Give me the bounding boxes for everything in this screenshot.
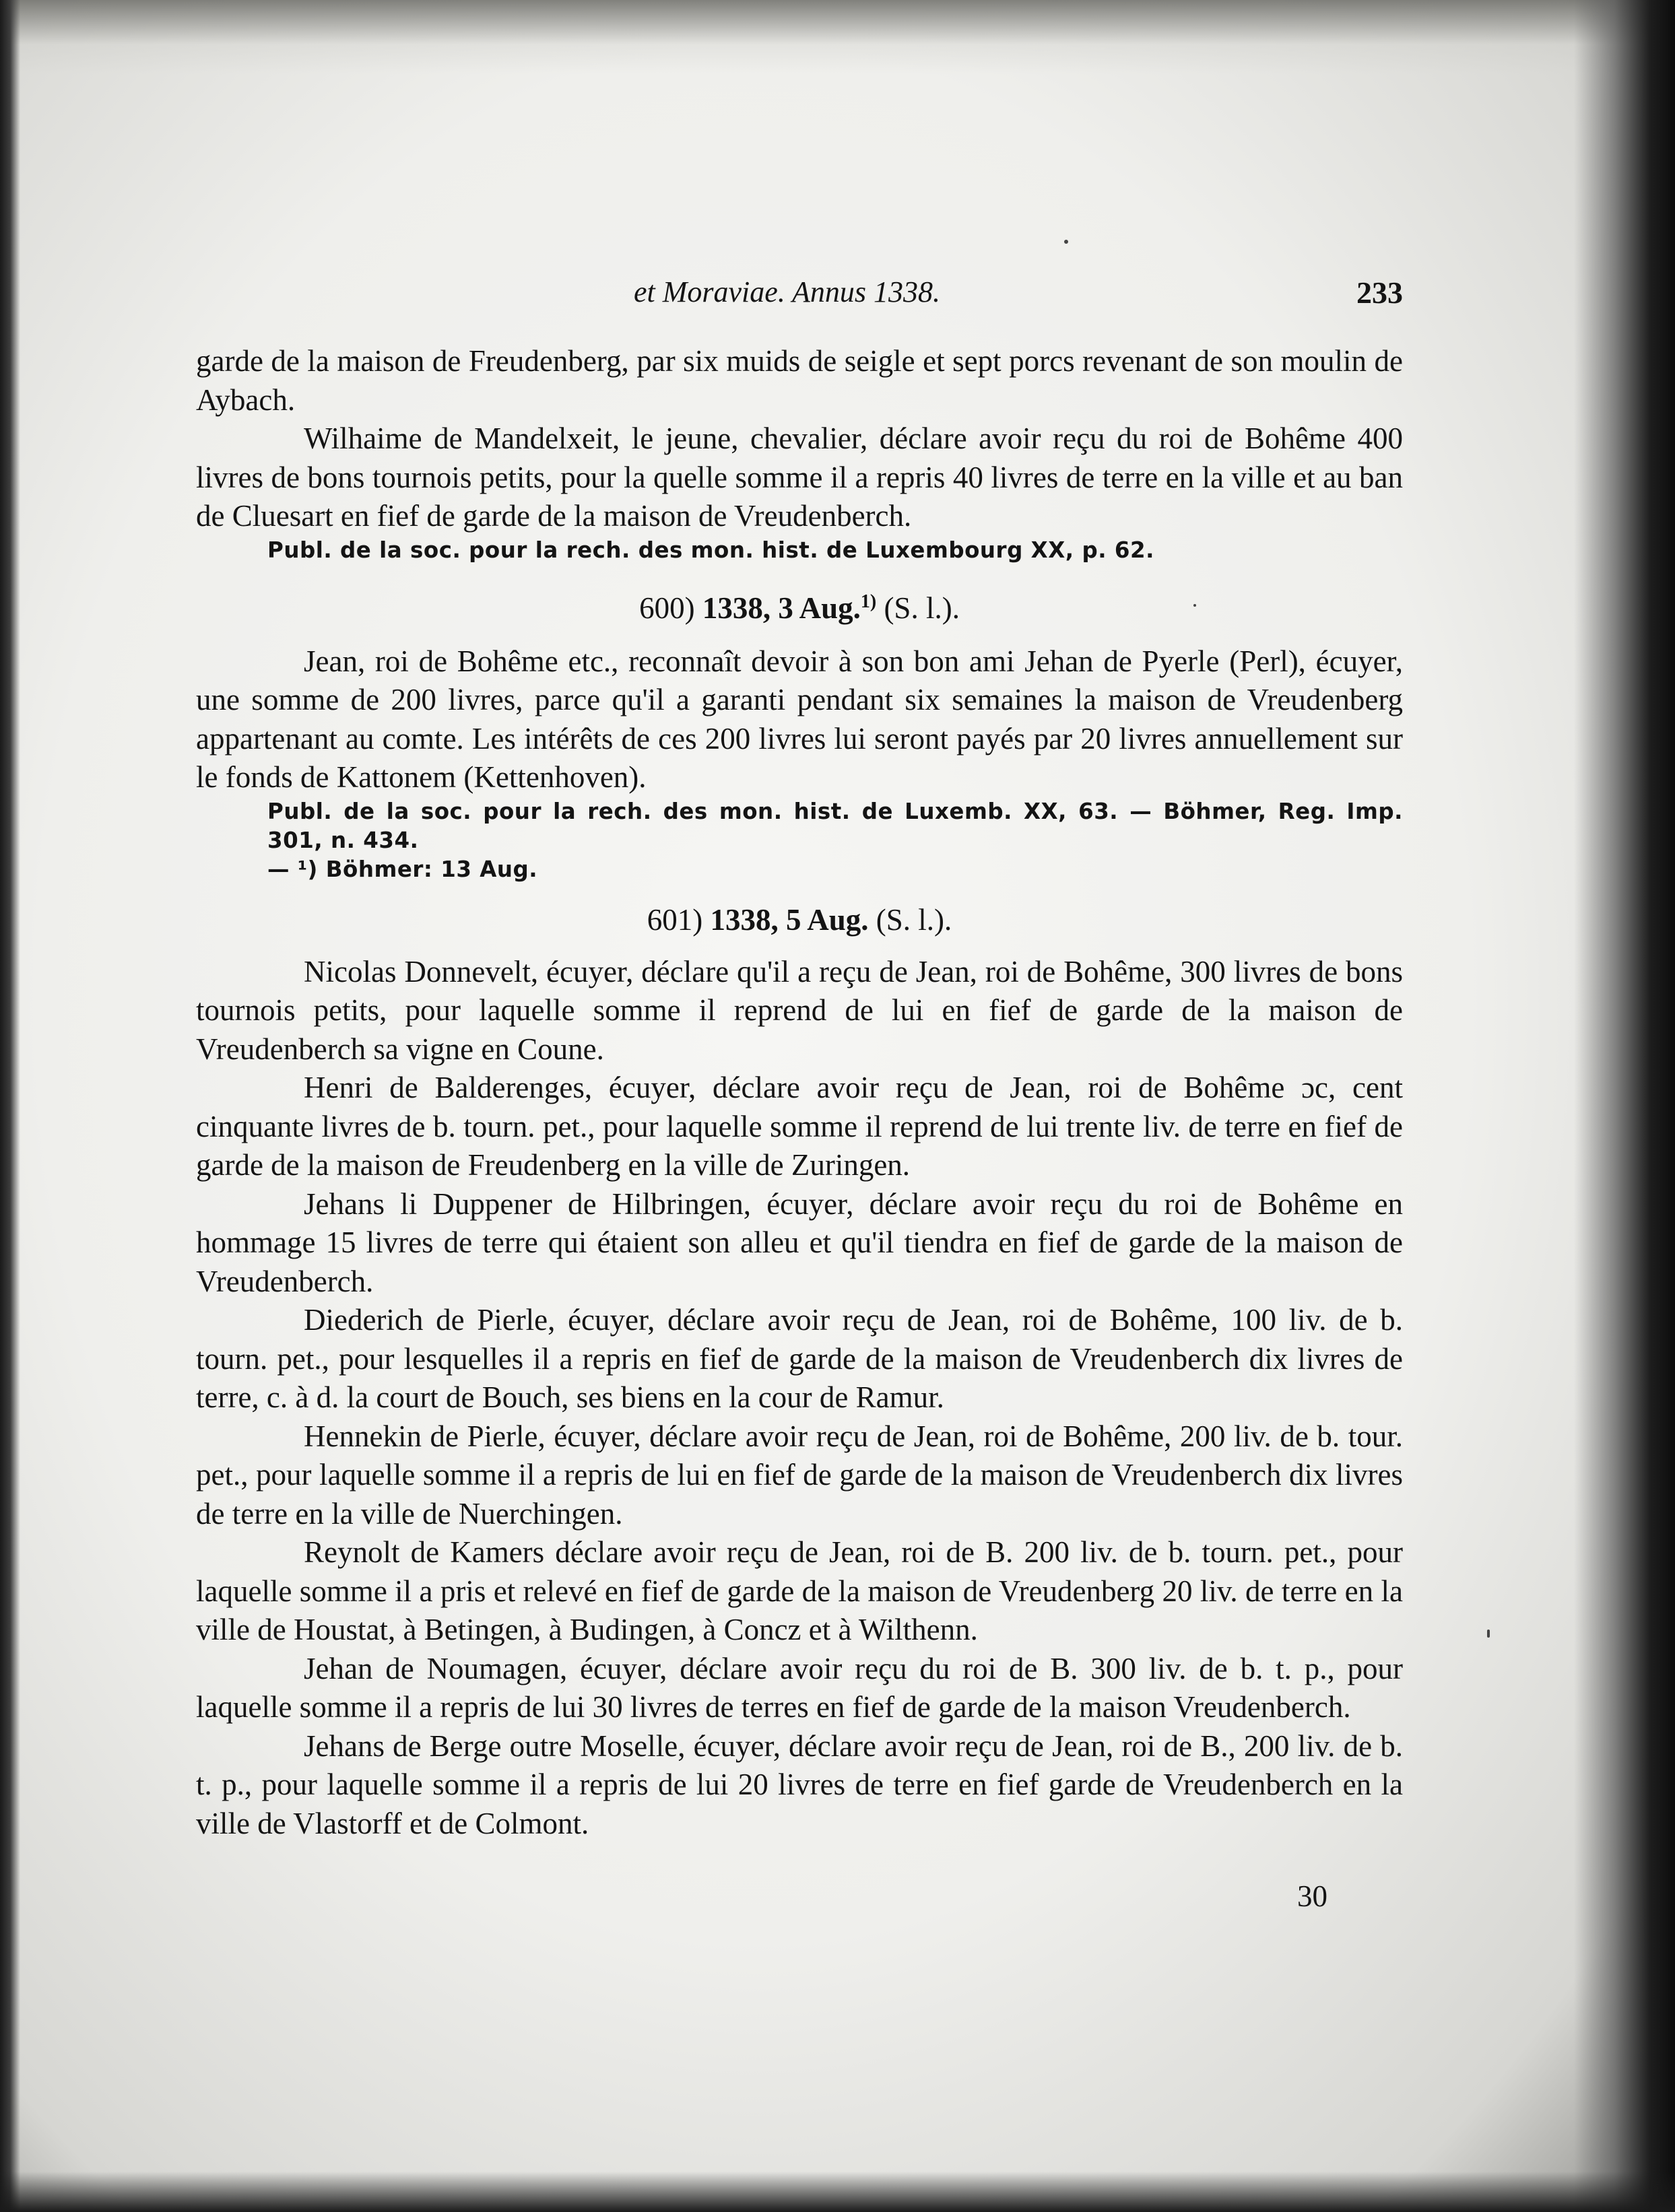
scan-edge-left bbox=[0, 0, 20, 2212]
entry-place: (S. l.). bbox=[876, 902, 952, 937]
citation: Publ. de la soc. pour la rech. des mon. hist. de Luxembourg XX, p. 62. bbox=[267, 537, 1154, 563]
entry-heading-601 bbox=[196, 900, 1403, 939]
paragraph: Henri de Balderenges, écuyer, déclare avoir reçu de Jean, roi de Bohême ɔc, cent cinquante livres de b. tourn. pet., pour laquelle somme il reprend de lui trente liv. de terre en fief de garde de la maison de Freudenberg en la ville de Zuringen. bbox=[196, 1071, 1403, 1182]
page-number: 233 bbox=[1356, 275, 1403, 310]
signature-mark: 30 bbox=[1297, 1879, 1327, 1913]
entry-heading-600 bbox=[196, 582, 1403, 628]
body-text bbox=[196, 342, 1403, 1843]
paragraph: Hennekin de Pierle, écuyer, déclare avoir reçu de Jean, roi de Bohême, 200 liv. de b. tour. pet., pour laquelle somme il a repris de lui en fief de garde de la maison de Vreudenberch dix livres de terre en la ville de Nuerchingen. bbox=[196, 1419, 1403, 1531]
paragraph: Jehans de Berge outre Moselle, écuyer, déclare avoir reçu de Jean, roi de B., 200 liv. de b. t. p., pour laquelle somme il a repris de lui 20 livres de terre en fief garde de Vreudenberch en la ville de Vlastorff et de Colmont. bbox=[196, 1729, 1403, 1840]
paragraph: Jehans li Duppener de Hilbringen, écuyer, déclare avoir reçu du roi de Bohême en hommage 15 livres de terre qui étaient son alleu et qu'il tiendra en fief de garde de la maison de Vreudenberch. bbox=[196, 1186, 1403, 1298]
paragraph: Diederich de Pierle, écuyer, déclare avoir reçu de Jean, roi de Bohême, 100 liv. de b. tourn. pet., pour lesquelles il a repris en fief de garde de la maison de Vreudenberch dix livres de terre, c. à d. la court de Bouch, ses biens en la cour de Ramur. bbox=[196, 1303, 1403, 1414]
scan-edge-right bbox=[1574, 0, 1675, 2212]
scan-shadow-top bbox=[0, 0, 1675, 74]
dust-speck bbox=[1064, 240, 1068, 244]
dust-speck bbox=[1487, 1630, 1490, 1638]
entry-number: 600) bbox=[639, 591, 695, 625]
paragraph: Wilhaime de Mandelxeit, le jeune, chevalier, déclare avoir reçu du roi de Bohême 400 livres de bons tournois petits, pour la quelle somme il a repris 40 livres de terre en la ville et au ban de Cluesart en fief de garde de la maison de Vreudenberch. bbox=[196, 422, 1403, 533]
paragraph: Reynolt de Kamers déclare avoir reçu de Jean, roi de B. 200 liv. de b. tourn. pet., pour laquelle somme il a pris et relevé en fief de garde de la maison de Vreudenberg 20 liv. de terre en la ville de Houstat, à Betingen, à Budingen, à Concz et à Wilthenn. bbox=[196, 1535, 1403, 1646]
entry-date: 1338, 3 Aug. bbox=[702, 591, 861, 625]
entry-date: 1338, 5 Aug. bbox=[710, 902, 869, 937]
continued-paragraph: garde de la maison de Freudenberg, par six muids de seigle et sept porcs revenant de son moulin de Aybach. bbox=[196, 344, 1403, 417]
footnote-marker: 1) bbox=[860, 591, 877, 612]
footnote: — ¹) Böhmer: 13 Aug. bbox=[267, 856, 538, 882]
running-title: et Moraviae. Annus 1338. bbox=[634, 275, 941, 308]
paragraph: Nicolas Donnevelt, écuyer, déclare qu'il a reçu de Jean, roi de Bohême, 300 livres de bons tournois petits, pour laquelle somme il reprend de lui en fief de garde de la maison de Vreudenberch sa vigne en Coune. bbox=[196, 954, 1403, 1066]
entry-place: (S. l.). bbox=[884, 591, 960, 625]
entry-number: 601) bbox=[647, 902, 703, 937]
citation: Publ. de la soc. pour la rech. des mon. hist. de Luxemb. XX, 63. — Böhmer, Reg. Imp. 301, n. 434. bbox=[267, 798, 1403, 853]
scan-edge-bottom bbox=[0, 2172, 1675, 2212]
paragraph: Jean, roi de Bohême etc., reconnaît devoir à son bon ami Jehan de Pyerle (Perl), écuyer, une somme de 200 livres, parce qu'il a garanti pendant six semaines la maison de Vreudenberg appartenant au comte. Les intérêts de ces 200 livres lui seront payés par 20 livres annuellement sur le fonds de Kattonem (Kettenhoven). bbox=[196, 644, 1403, 794]
paragraph: Jehan de Noumagen, écuyer, déclare avoir reçu du roi de B. 300 liv. de b. t. p., pour laquelle somme il a repris de lui 30 livres de terres en fief de garde de la maison Vreudenberch. bbox=[196, 1651, 1403, 1724]
running-header bbox=[196, 275, 1403, 315]
